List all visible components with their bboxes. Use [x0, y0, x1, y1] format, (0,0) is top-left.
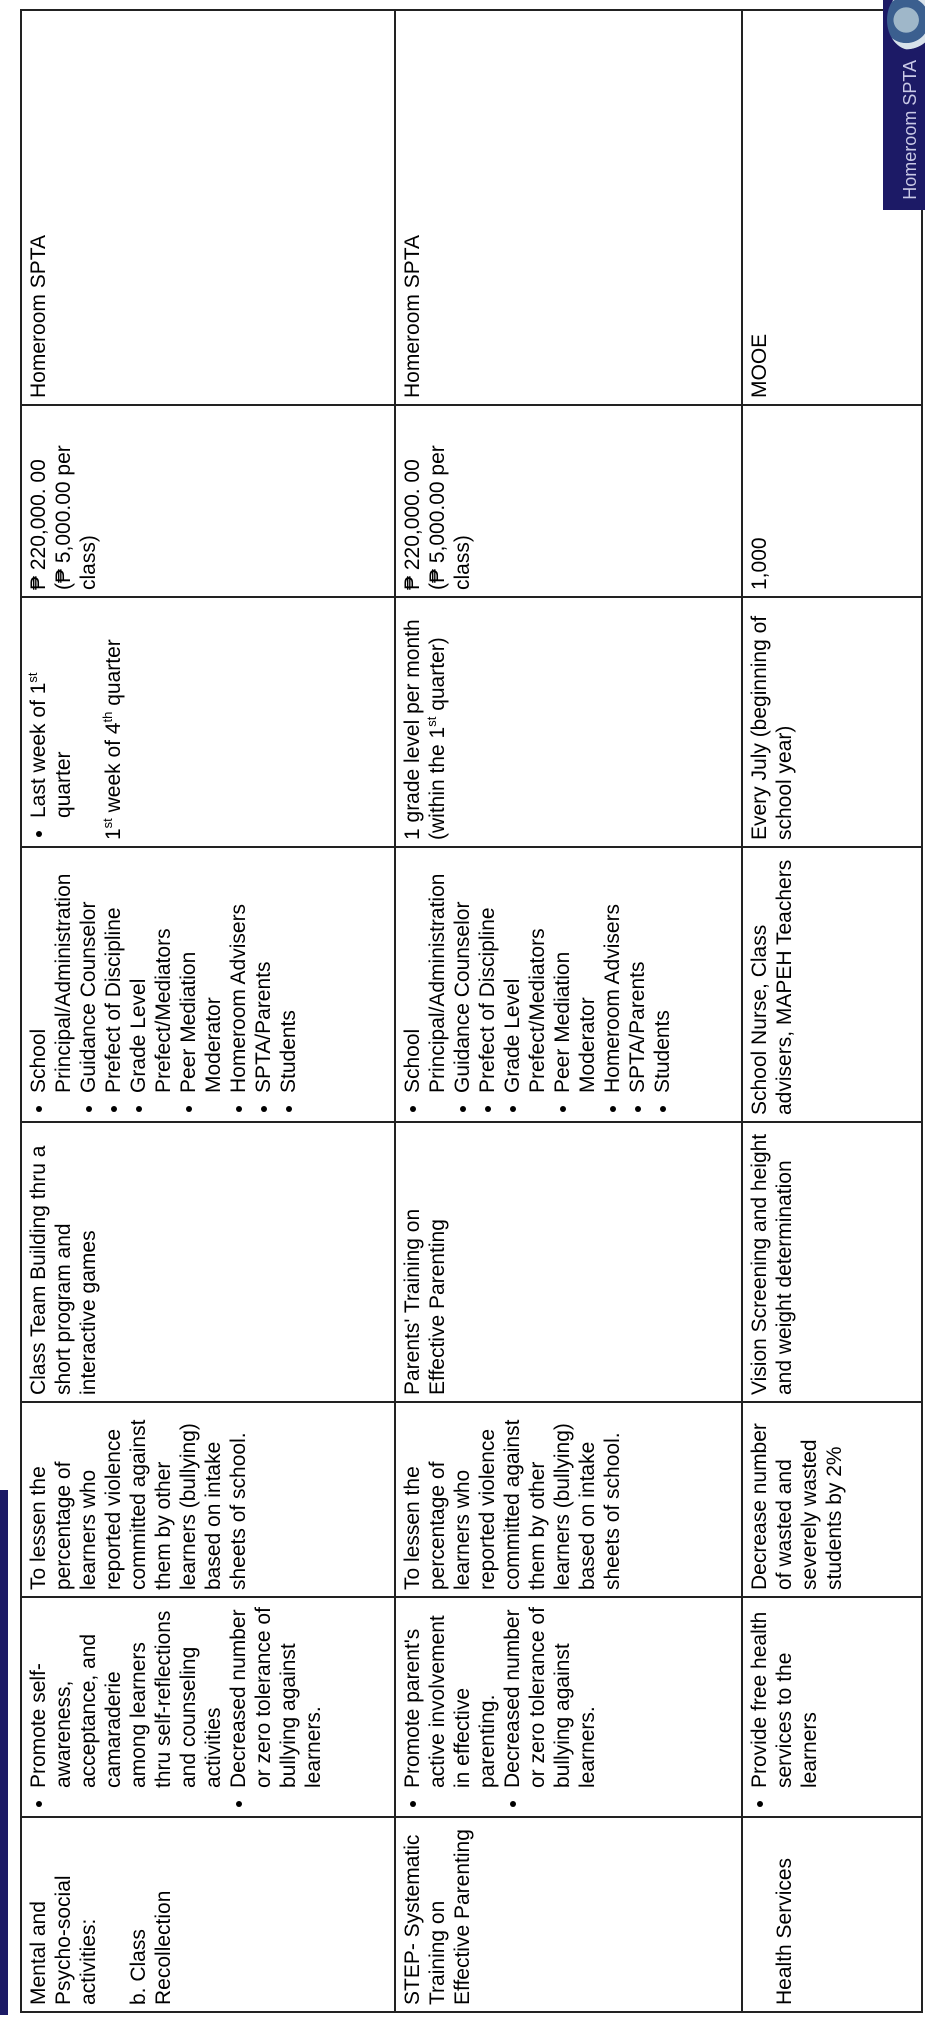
program-title: Health Services	[773, 1857, 796, 2005]
list-item: • Grade Level Prefect/Mediators	[500, 854, 550, 1093]
table-row	[742, 10, 922, 2012]
program-subtitle: b. Class Recollection	[127, 1890, 175, 2005]
ordinal-suffix: st	[100, 818, 115, 829]
source-cell: Homeroom SPTA	[395, 10, 742, 405]
objectives-list	[400, 1604, 600, 1810]
list-item: • Decreased number or zero tolerance of bullying against learners.	[500, 1604, 600, 1788]
objectives-list	[26, 1604, 326, 1810]
list-item: • Promote self-awareness, acceptance, and camaraderie among learners thru self-reflections and counseling activities	[26, 1604, 226, 1788]
objectives-cell	[742, 1597, 922, 1817]
activities-cell: Parents' Training on Effective Parenting	[395, 1122, 742, 1402]
objectives-cell	[395, 1597, 742, 1817]
activities-cell: Class Team Building thru a short program and interactive games	[21, 1122, 395, 1402]
list-item: • School Principal/Administration	[400, 854, 450, 1093]
persons-cell	[395, 847, 742, 1122]
list-item	[26, 604, 76, 818]
budget-cell: 1,000	[742, 405, 922, 597]
program-cell: STEP- Systematic Training on Effective Parenting	[395, 1817, 742, 2012]
budget-amount: ₱ 220,000. 00	[27, 459, 50, 590]
timeframe-cell	[21, 597, 395, 847]
list-item: • Peer Mediation Moderator	[176, 854, 226, 1093]
list-item: • Peer Mediation Moderator	[550, 854, 600, 1093]
timeframe-cell	[395, 597, 742, 847]
list-item: • Promote parent's active involvement in effective parenting.	[400, 1604, 500, 1788]
source-cell: Homeroom SPTA	[21, 10, 395, 405]
ordinal-suffix: st	[424, 716, 439, 727]
list-item: • Prefect of Discipline	[475, 854, 500, 1093]
objectives-list	[747, 1604, 822, 1810]
budget-cell	[395, 405, 742, 597]
list-item: • Guidance Counselor	[450, 854, 475, 1093]
list-item: • Provide free health services to the learners	[747, 1604, 822, 1788]
activities-cell: Vision Screening and height and weight determination	[742, 1122, 922, 1402]
program-title: Mental and Psycho-social activities:	[27, 1875, 100, 2005]
table-row	[395, 10, 742, 2012]
timeframe-second	[101, 604, 126, 840]
target-cell: Decrease number of wasted and severely wasted students by 2%	[742, 1402, 922, 1597]
list-item: • Students	[650, 854, 675, 1093]
program-cell	[742, 1817, 922, 2012]
program-cell	[21, 1817, 395, 2012]
persons-list	[26, 854, 301, 1115]
objectives-cell	[21, 1597, 395, 1817]
ordinal-suffix: th	[100, 711, 115, 723]
seal-overlap-text: Homeroom SPTA	[900, 60, 920, 200]
timeframe-text: week of 4	[102, 722, 125, 819]
timeframe-cell: Every July (beginning of school year)	[742, 597, 922, 847]
budget-cell	[21, 405, 395, 597]
budget-amount: ₱ 220,000. 00	[401, 459, 424, 590]
table-row	[21, 10, 395, 2012]
target-cell: To lessen the percentage of learners who reported violence committed against them by other learners (bullying) based on intake sheets of school.	[21, 1402, 395, 1597]
timeframe-text: 1 grade level per month (within the 1	[401, 619, 449, 840]
source-cell: MOOE	[742, 10, 922, 405]
action-plan-table	[20, 9, 923, 2013]
school-seal	[883, 0, 925, 210]
list-item: • School Principal/Administration	[26, 854, 76, 1093]
timeframe-text: Last week of 1	[27, 682, 50, 818]
timeframe-text: 1	[102, 828, 125, 840]
margin-mark	[0, 1490, 8, 2015]
budget-note: (₱ 5,000.00 per class)	[52, 445, 100, 590]
list-item: • Students	[276, 854, 301, 1093]
ordinal-suffix: st	[25, 672, 40, 683]
list-item: • Homeroom Advisers	[226, 854, 251, 1093]
budget-note: (₱ 5,000.00 per class)	[426, 445, 474, 590]
list-item: • SPTA/Parents	[625, 854, 650, 1093]
target-cell: To lessen the percentage of learners who reported violence committed against them by other learners (bullying) based on intake sheets of school.	[395, 1402, 742, 1597]
list-item: • Prefect of Discipline	[101, 854, 126, 1093]
timeframe-list	[26, 604, 76, 840]
list-item: • Homeroom Advisers	[600, 854, 625, 1093]
timeframe-text: quarter)	[426, 637, 449, 717]
list-item: • SPTA/Parents	[251, 854, 276, 1093]
timeframe-text: quarter	[102, 639, 125, 712]
list-item: • Decreased number or zero tolerance of bullying against learners.	[226, 1604, 326, 1788]
persons-list	[400, 854, 675, 1115]
persons-cell	[21, 847, 395, 1122]
timeframe-text: quarter	[52, 751, 75, 818]
persons-cell: School Nurse, Class advisers, MAPEH Teachers	[742, 847, 922, 1122]
list-item: • Guidance Counselor	[76, 854, 101, 1093]
list-item: • Grade Level Prefect/Mediators	[126, 854, 176, 1093]
